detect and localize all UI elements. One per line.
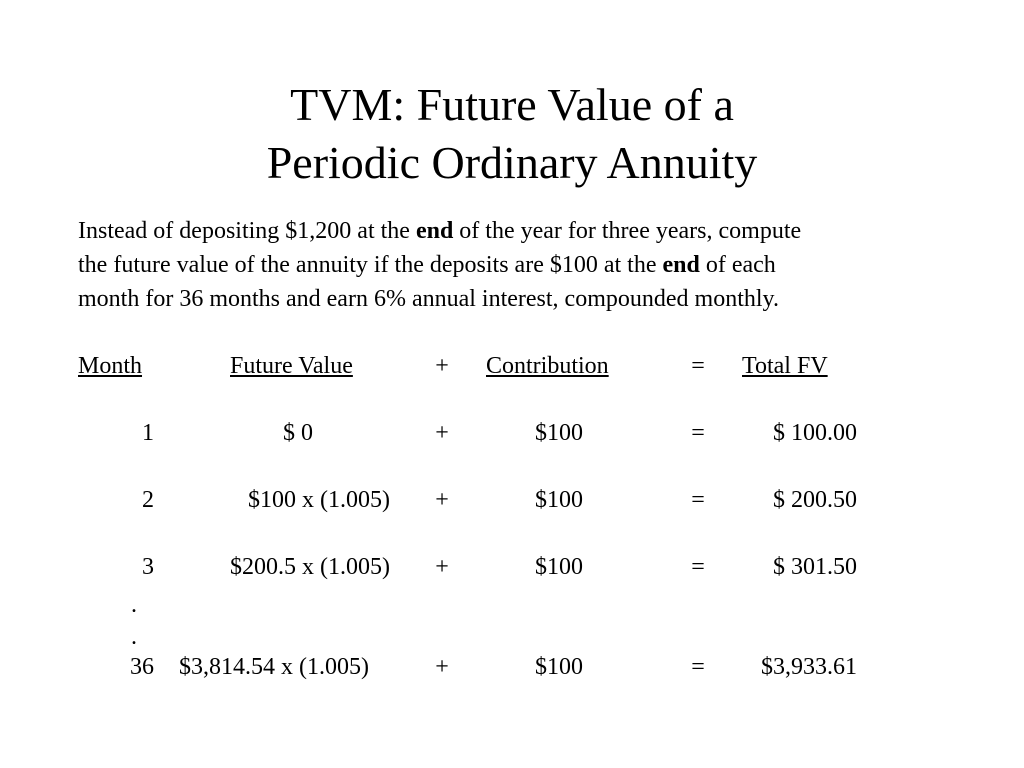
intro-line-1 — [78, 214, 958, 248]
slide-title-line-2: Periodic Ordinary Annuity — [266, 137, 758, 188]
row-3-plus: + — [435, 554, 449, 580]
row-2-total-fv: $ 200.50 — [773, 487, 857, 513]
row-3-equals: = — [691, 554, 705, 580]
row-36-month: 36 — [130, 654, 154, 680]
header-total-fv: Total FV — [742, 353, 828, 379]
row-3-contribution: $100 — [535, 554, 583, 580]
row-1-contribution: $100 — [535, 420, 583, 446]
intro-line-2 — [78, 248, 958, 282]
row-36-total-fv: $3,933.61 — [761, 654, 857, 680]
intro-emphasis-end: end — [662, 252, 700, 278]
row-3-total-fv: $ 301.50 — [773, 554, 857, 580]
row-1-month: 1 — [142, 420, 154, 446]
ellipsis-dot-2: . — [131, 624, 137, 650]
header-month: Month — [78, 353, 143, 379]
row-1-future-value: $ 0 — [283, 420, 313, 446]
header-plus: + — [435, 353, 449, 379]
slide-title — [0, 76, 1024, 192]
intro-emphasis-end: end — [415, 218, 454, 244]
row-2-plus: + — [435, 487, 449, 513]
row-36-future-value: $3,814.54 x (1.005) — [179, 654, 369, 680]
intro-text: Instead of depositing $1,200 at the — [78, 218, 416, 244]
row-2-contribution: $100 — [535, 487, 583, 513]
row-36-equals: = — [691, 654, 705, 680]
row-2-future-value: $100 x (1.005) — [248, 487, 390, 513]
row-36-plus: + — [435, 654, 449, 680]
row-3-future-value: $200.5 x (1.005) — [230, 554, 390, 580]
row-2-equals: = — [691, 487, 705, 513]
header-future-value: Future Value — [230, 353, 353, 379]
row-1-equals: = — [691, 420, 705, 446]
intro-text: the future value of the annuity if the deposits are $100 at the — [78, 252, 663, 278]
slide-title-line-1: TVM: Future Value of a — [290, 79, 734, 130]
header-contribution: Contribution — [486, 353, 609, 379]
intro-paragraph — [78, 214, 958, 316]
row-36-contribution: $100 — [535, 654, 583, 680]
row-2-month: 2 — [142, 487, 154, 513]
row-3-month: 3 — [142, 554, 154, 580]
intro-line-3: month for 36 months and earn 6% annual interest, compounded monthly. — [78, 286, 779, 312]
row-1-total-fv: $ 100.00 — [773, 420, 857, 446]
intro-text: of each — [699, 252, 776, 278]
header-equals: = — [691, 353, 705, 379]
intro-text: of the year for three years, compute — [453, 218, 802, 244]
ellipsis-dot-1: . — [131, 592, 137, 618]
row-1-plus: + — [435, 420, 449, 446]
